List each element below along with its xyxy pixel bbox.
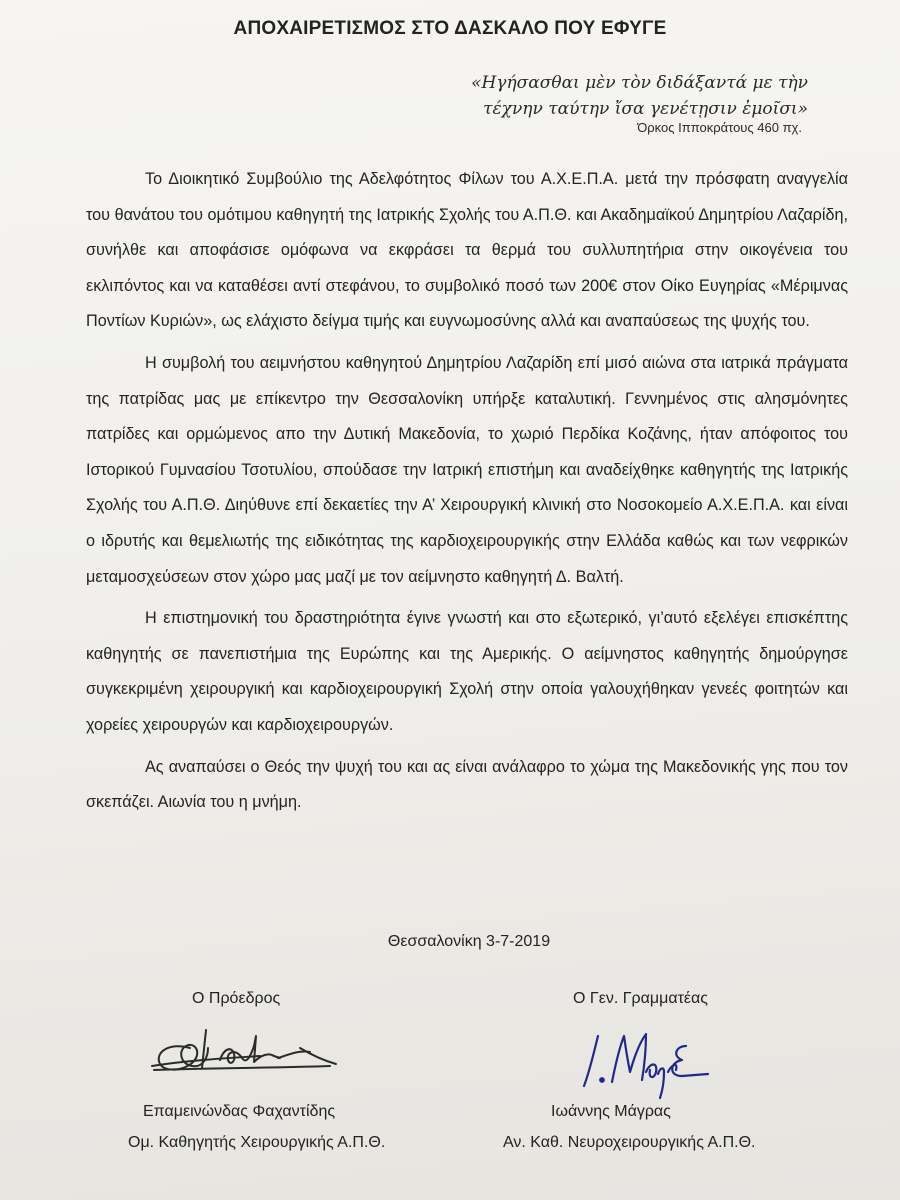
president-name: Επαμεινώνδας Φαχαντίδης [143, 1103, 336, 1120]
epigraph-line-2: τέχνην ταύτην ἴσα γενέτῃσιν ἐμοῖσι» [483, 99, 808, 119]
paragraph: Ας αναπαύσει ο Θεός την ψυχή του και ας είναι ανάλαφρο το χώμα της Μακεδονικής γης που τον σκεπάζει. Αιωνία του η μνήμη. [86, 757, 848, 812]
president-signature [150, 1018, 340, 1088]
epigraph-quote [471, 70, 808, 122]
president-role: Ο Πρόεδρος [192, 990, 281, 1007]
secretary-signature [568, 1022, 718, 1102]
secretary-name: Ιωάννης Μάγρας [551, 1103, 671, 1120]
place-and-date: Θεσσαλονίκη 3-7-2019 [387, 933, 551, 950]
epigraph-source: Όρκος Ιπποκράτους 460 πχ. [637, 120, 802, 135]
paragraph: Το Διοικητικό Συμβούλιο της Αδελφότητος Φίλων του Α.Χ.Ε.Π.Α. μετά την πρόσφατη αναγγελία του θανάτου του ομότιμου καθηγητή της Ιατρικής Σχολής του Α.Π.Θ. και Ακαδημαϊκού Δημητρίου Λαζαρίδη, συνήλθε και αποφάσισε ομόφωνα να εκφράσει τα θερμά του συλλυπητήρια στην οικογένεια του εκλιπόντος και να καταθέσει αντί στεφάνου, το συμβολικό ποσό των 200€ στον Οίκο Ευγηρίας «Μέριμνας Ποντίων Κυριών», ως ελάχιστο δείγμα τιμής και ευγνωμοσύνης αλλά και αναπαύσεως της ψυχής του. [86, 170, 848, 331]
secretary-title: Αν. Καθ. Νευροχειρουργικής Α.Π.Θ. [503, 1134, 756, 1151]
paragraph: Η συμβολή του αειμνήστου καθηγητού Δημητρίου Λαζαρίδη επί μισό αιώνα στα ιατρικά πράγματα της πατρίδας μας με επίκεντρο την Θεσσαλονίκη υπήρξε καταλυτική. Γεννημένος στις αλησμόνητες πατρίδες και ορμώμενος απο την Δυτική Μακεδονία, το χωριό Περδίκα Κοζάνης, ήταν απόφοιτος του Ιστορικού Γυμνασίου Τσοτυλίου, σπούδασε την Ιατρική επιστήμη και αναδείχθηκε καθηγητής της Ιατρικής Σχολής του Α.Π.Θ. Διηύθυνε επί δεκαετίες την Α’ Χειρουργική κλινική στο Νοσοκομείο Α.Χ.Ε.Π.Α. και είναι ο ιδρυτής και θεμελιωτής της ειδικότητας της καρδιοχειρουργικής στην Ελλάδα καθώς και των νεφρικών μεταμοσχεύσεων στον χώρο μας μαζί με τον αείμνηστο καθηγητή Δ. Βαλτή. [86, 353, 848, 586]
paragraph: Η επιστημονική του δραστηριότητα έγινε γνωστή και στο εξωτερικό, γι’αυτό εξελέγει επισκέπτης καθηγητής σε πανεπιστήμια της Ευρώπης και της Αμερικής. Ο αείμνηστος καθηγητής δημούργησε συγκεκριμένη χειρουργική και καρδιοχειρουργική Σχολή στην οποία γαλουχήθηκαν γενεές φοιτητών και χορείες χειρουργών και καρδιοχειρουργών. [86, 609, 848, 734]
document-title: ΑΠΟΧΑΙΡΕΤΙΣΜΟΣ ΣΤΟ ΔΑΣΚΑΛΟ ΠΟΥ ΕΦΥΓΕ [233, 18, 667, 39]
secretary-role: Ο Γεν. Γραμματέας [573, 990, 708, 1007]
president-title: Ομ. Καθηγητής Χειρουργικής Α.Π.Θ. [128, 1134, 386, 1151]
epigraph-line-1: «Ηγήσασθαι μὲν τὸν διδάξαντά με τὴν [471, 73, 808, 93]
letter-body [86, 162, 848, 827]
